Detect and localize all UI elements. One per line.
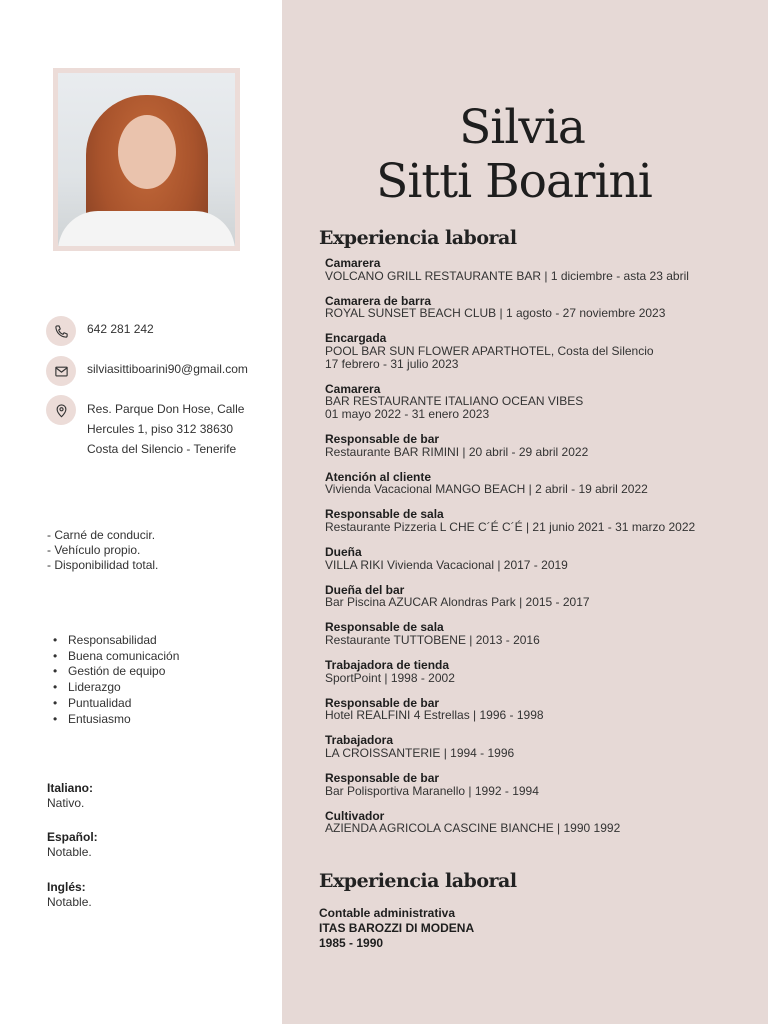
job-detail: 01 mayo 2022 - 31 enero 2023 [325, 406, 490, 421]
experience2-title: Experiencia laboral [319, 870, 517, 892]
photo-shirt [58, 211, 235, 246]
job-entry [325, 772, 755, 797]
experience2-line: 1985 - 1990 [319, 936, 384, 950]
job-entry [325, 734, 755, 759]
job-detail: Vivienda Vacacional MANGO BEACH | 2 abril - 19 abril 2022 [325, 482, 648, 497]
job-title: Dueña del bar [325, 582, 405, 597]
skill-item: • Liderazgo [47, 680, 179, 696]
address-line-1: Res. Parque Don Hose, Calle [87, 402, 245, 416]
job-detail: LA CROISSANTERIE | 1994 - 1996 [325, 746, 515, 761]
name-last: Sitti Boarini [376, 154, 652, 209]
experience2-line: ITAS BAROZZI DI MODENA [319, 921, 475, 935]
language-english [47, 880, 92, 910]
job-entry [325, 621, 755, 646]
skills-list [47, 633, 179, 727]
skill-item: • Buena comunicación [47, 649, 179, 665]
job-detail: Bar Piscina AZUCAR Alondras Park | 2015 - 2017 [325, 595, 590, 610]
name-first: Silvia [459, 100, 585, 155]
job-detail: SportPoint | 1998 - 2002 [325, 670, 455, 685]
job-title: Trabajadora de tienda [325, 658, 450, 673]
job-title: Responsable de sala [325, 620, 444, 635]
job-detail: Restaurante Pizzeria L CHE C´É C´É | 21 junio 2021 - 31 marzo 2022 [325, 519, 696, 534]
job-title: Camarera [325, 256, 381, 270]
profile-photo [58, 73, 235, 246]
address-line-3: Costa del Silencio - Tenerife [87, 442, 237, 456]
job-title: Responsable de bar [325, 431, 440, 446]
contact-phone: 642 281 242 [87, 322, 154, 336]
job-title: Responsable de bar [325, 771, 440, 786]
language-name: Italiano: [47, 781, 94, 795]
more-info-item: - Carné de conducir. [47, 528, 156, 542]
job-entry [325, 257, 755, 282]
language-italian [47, 781, 93, 811]
language-name: Español: [47, 830, 98, 844]
language-level: Nativo. [47, 796, 85, 810]
contact-email-row [46, 356, 248, 386]
location-pin-icon [46, 395, 76, 425]
language-spanish [47, 830, 98, 860]
job-entry [325, 433, 755, 458]
job-title: Trabajadora [325, 733, 394, 748]
job-entry [325, 471, 755, 496]
job-entry [325, 810, 755, 835]
job-title: Camarera [325, 381, 381, 396]
skill-item: • Gestión de equipo [47, 664, 179, 680]
experience-list [325, 257, 755, 835]
skill-item: • Puntualidad [47, 696, 179, 712]
experience2-entry [319, 906, 474, 951]
job-title: Responsable de bar [325, 695, 440, 710]
more-info-item: - Disponibilidad total. [47, 558, 159, 572]
job-title: Cultivador [325, 808, 385, 823]
mail-icon [46, 356, 76, 386]
contact-phone-row [46, 316, 154, 346]
photo-face [118, 115, 176, 189]
job-detail: 17 febrero - 31 julio 2023 [325, 356, 459, 371]
job-entry [325, 659, 755, 684]
job-title: Camarera de barra [325, 293, 432, 308]
skill-item: • Entusiasmo [47, 712, 179, 728]
language-level: Notable. [47, 845, 92, 859]
job-detail: Restaurante TUTTOBENE | 2013 - 2016 [325, 632, 540, 647]
more-info-item: - Vehículo propio. [47, 543, 141, 557]
job-detail: BAR RESTAURANTE ITALIANO OCEAN VIBES [325, 394, 584, 409]
job-detail: ROYAL SUNSET BEACH CLUB | 1 agosto - 27 noviembre 2023 [325, 306, 666, 321]
job-entry [325, 295, 755, 320]
job-title: Responsable de sala [325, 507, 444, 522]
job-entry [325, 697, 755, 722]
job-entry [325, 383, 755, 421]
job-entry [325, 508, 755, 533]
language-level: Notable. [47, 895, 92, 909]
address-line-2: Hercules 1, piso 312 38630 [87, 422, 234, 436]
job-title: Encargada [325, 331, 387, 346]
skill-item: • Responsabilidad [47, 633, 179, 649]
phone-icon [46, 316, 76, 346]
job-detail: POOL BAR SUN FLOWER APARTHOTEL, Costa del Silencio [325, 343, 654, 358]
language-name: Inglés: [47, 880, 86, 894]
more-info-list [47, 528, 158, 573]
job-entry [325, 546, 755, 571]
job-detail: Bar Polisportiva Maranello | 1992 - 1994 [325, 783, 539, 798]
job-title: Atención al cliente [325, 469, 432, 484]
job-detail: VILLA RIKI Vivienda Vacacional | 2017 - 2019 [325, 557, 568, 572]
job-detail: AZIENDA AGRICOLA CASCINE BIANCHE | 1990 1992 [325, 821, 621, 836]
contact-email: silviasittiboarini90@gmail.com [87, 362, 248, 376]
contact-address [87, 399, 244, 459]
job-detail: VOLCANO GRILL RESTAURANTE BAR | 1 diciembre - asta 23 abril [325, 268, 689, 283]
experience2-line: Contable administrativa [319, 906, 456, 920]
contact-address-row [46, 395, 244, 459]
profile-photo-frame [53, 68, 240, 251]
job-detail: Restaurante BAR RIMINI | 20 abril - 29 abril 2022 [325, 444, 589, 459]
experience-title: Experiencia laboral [319, 227, 517, 249]
job-title: Dueña [325, 545, 362, 559]
job-entry [325, 332, 755, 370]
job-entry [325, 584, 755, 609]
job-detail: Hotel REALFINI 4 Estrellas | 1996 - 1998 [325, 708, 544, 723]
